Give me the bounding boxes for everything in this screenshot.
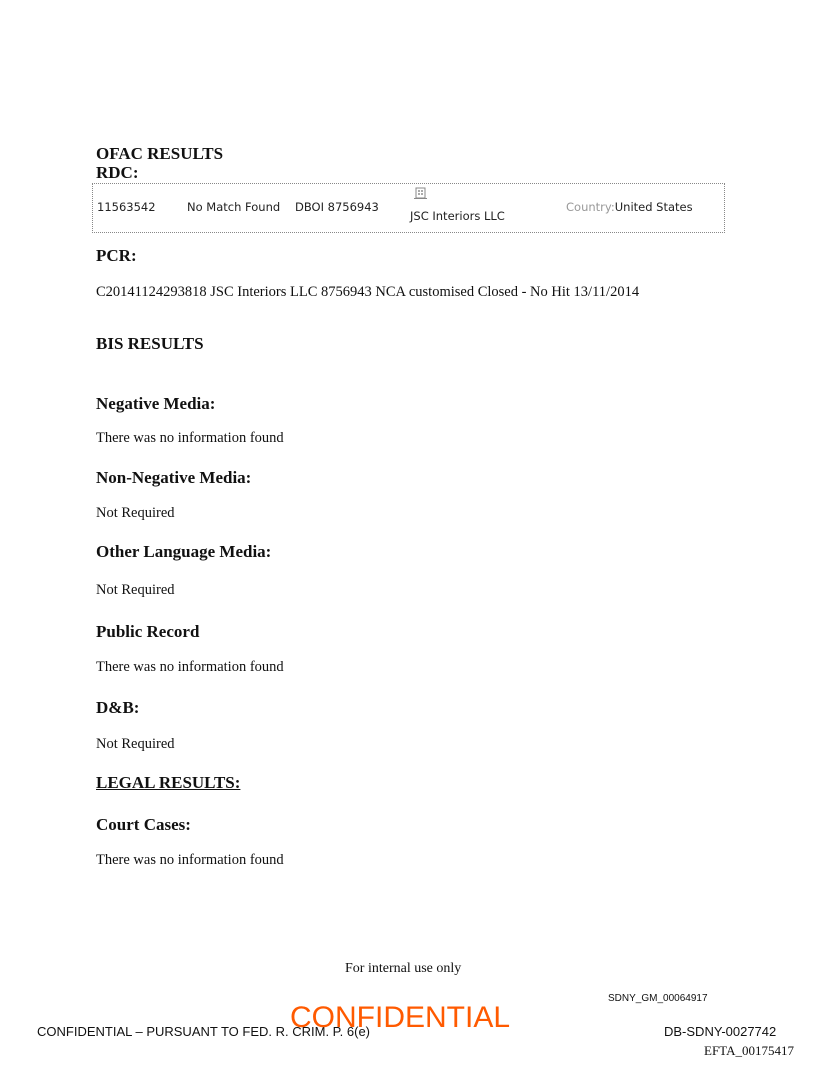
internal-use-note: For internal use only [345, 961, 462, 976]
bis-heading: BIS RESULTS [96, 334, 204, 353]
confidential-notice: CONFIDENTIAL – PURSUANT TO FED. R. CRIM. P. 6(e) [37, 1024, 371, 1039]
public-record-text: There was no information found [96, 659, 284, 675]
rdc-country [566, 200, 693, 214]
pcr-label: PCR: [96, 246, 137, 265]
rdc-entity-name: JSC Interiors LLC [410, 209, 505, 223]
non-negative-media-text: Not Required [96, 505, 175, 521]
other-language-media-text: Not Required [96, 582, 175, 598]
country-value: United States [614, 200, 693, 214]
sdny-reference: SDNY_GM_00064917 [608, 993, 708, 1004]
rdc-dboi: DBOI 8756943 [295, 200, 379, 214]
public-record-title: Public Record [96, 622, 200, 641]
rdc-label: RDC: [96, 163, 139, 182]
non-negative-media-title: Non-Negative Media: [96, 468, 252, 487]
court-cases-text: There was no information found [96, 852, 284, 868]
legal-heading: LEGAL RESULTS: [96, 773, 241, 792]
rdc-status: No Match Found [187, 200, 281, 214]
negative-media-text: There was no information found [96, 430, 284, 446]
confidential-stamp: CONFIDENTIAL [290, 1001, 511, 1034]
other-language-media-title: Other Language Media: [96, 542, 272, 561]
rdc-id: 11563542 [97, 200, 156, 214]
db-reference: DB-SDNY-0027742 [664, 1024, 777, 1039]
country-label: Country: [566, 200, 615, 214]
rdc-result-row [92, 183, 725, 233]
ofac-heading: OFAC RESULTS [96, 144, 224, 163]
efta-reference: EFTA_00175417 [704, 1043, 794, 1058]
court-cases-title: Court Cases: [96, 815, 191, 834]
pcr-line: C20141124293818 JSC Interiors LLC 8756943 NCA customised Closed - No Hit 13/11/2014 [96, 284, 640, 300]
building-icon [414, 187, 427, 199]
dnb-text: Not Required [96, 736, 175, 752]
negative-media-title: Negative Media: [96, 394, 216, 413]
dnb-title: D&B: [96, 698, 140, 717]
